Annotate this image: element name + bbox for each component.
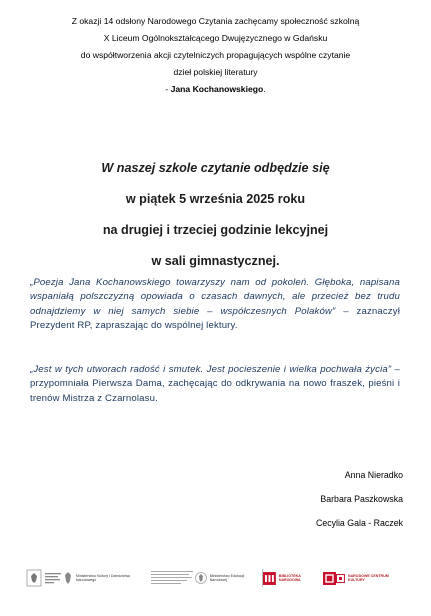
ministry-culture-logo bbox=[63, 570, 151, 586]
headline-time: na drugiej i trzeciej godzinie lekcyjnej bbox=[102, 223, 329, 237]
headline-date: w piątek 5 września 2025 roku bbox=[125, 192, 306, 206]
partner-text-block bbox=[151, 570, 195, 586]
eagle-emblem-icon bbox=[195, 570, 207, 586]
text-lines-icon bbox=[45, 571, 63, 585]
intro-line-5-suffix: . bbox=[263, 84, 266, 94]
first-lady-quote bbox=[30, 363, 400, 406]
culture-center-text-logo bbox=[336, 574, 406, 583]
signature-2: Barbara Paszkowska bbox=[320, 494, 403, 504]
author-name: Jana Kochanowskiego bbox=[170, 84, 264, 94]
president-quote-text: „Poezja Jana Kochanowskiego towarzyszy nam od pokoleń. Głęboka, napisana wspaniałą polszczyzną opowiada o czasach dawnych, ale przecież bez trudu odnajdziemy w niej samych siebie – współczesnych Polaków” bbox=[30, 277, 400, 317]
text-lines-icon bbox=[151, 570, 195, 586]
culture-center-icon bbox=[323, 572, 336, 585]
intro-line-4: dzieł polskiej literatury bbox=[173, 67, 258, 77]
intro-line-2: X Liceum Ogólnokształcącego Dwujęzycznego w Gdańsku bbox=[103, 33, 328, 43]
event-announcement bbox=[0, 153, 431, 277]
first-lady-quote-attribution: – przypomniała Pierwsza Dama, zachęcając do odkrywania na nowo fraszek, pieśni i trenów Mistrza z Czarnolasu. bbox=[30, 364, 400, 404]
signature-3: Cecylia Gala - Raczek bbox=[315, 518, 403, 528]
signature-1: Anna Nieradko bbox=[344, 470, 403, 480]
culture-center-label: NARODOWE CENTRUM KULTURY bbox=[347, 573, 389, 582]
intro-paragraph bbox=[0, 13, 431, 98]
first-lady-quote-text: „Jest w tych utworach radość i smutek. Jest pocieszenie i wielka pochwała życia” bbox=[30, 364, 392, 375]
intro-line-3: do współtworzenia akcji czytelniczych propagujących wspólne czytanie bbox=[80, 50, 351, 60]
national-library-logo bbox=[263, 572, 323, 585]
ministry-education-logo bbox=[195, 570, 262, 586]
national-library-label: BIBLIOTEKA NARODOWA bbox=[278, 573, 301, 582]
library-icon bbox=[263, 572, 276, 585]
president-quote bbox=[30, 276, 400, 334]
sponsor-logos bbox=[26, 567, 406, 589]
president-quote-attribution: – zaznaczył Prezydent RP, zapraszając do wspólnej lektury. bbox=[30, 305, 400, 332]
president-logo bbox=[26, 569, 63, 587]
intro-line-5 bbox=[0, 81, 431, 98]
signatures bbox=[316, 463, 403, 535]
intro-line-1: Z okazji 14 odsłony Narodowego Czytania zachęcamy społeczność szkolną bbox=[71, 16, 360, 26]
eagle-emblem-icon bbox=[63, 570, 73, 586]
ministry-education-label: Ministerstwo Edukacji Narodowej bbox=[209, 573, 245, 582]
headline-place: w sali gimnastycznej. bbox=[151, 254, 280, 268]
culture-center-symbol-icon bbox=[336, 574, 345, 583]
ministry-culture-label: Ministerstwo Kultury i Dziedzictwa Narodowego bbox=[75, 573, 131, 582]
culture-center-logo bbox=[323, 572, 336, 585]
intro-line-5-prefix: - bbox=[165, 84, 171, 94]
headline-line-1: W naszej szkole czytanie odbędzie się bbox=[101, 161, 330, 175]
eagle-emblem-icon bbox=[26, 569, 42, 587]
